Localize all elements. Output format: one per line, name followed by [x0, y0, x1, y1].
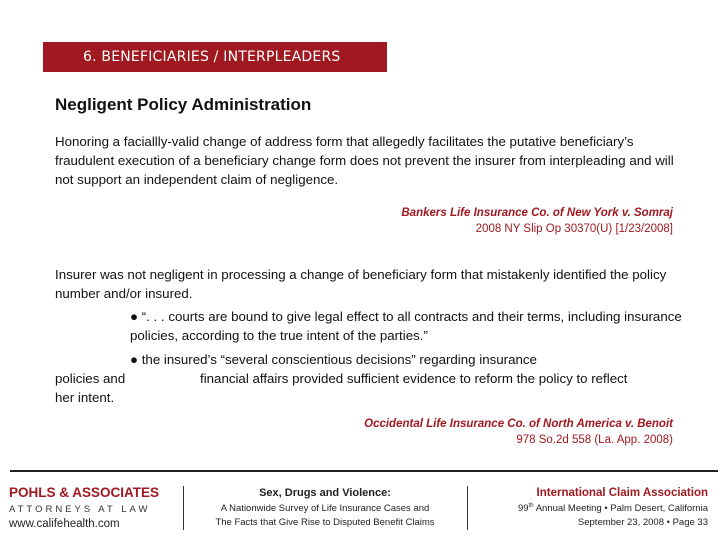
firm-tagline: ATTORNEYS AT LAW — [9, 504, 151, 515]
date-page: September 23, 2008 • Page 33 — [577, 517, 708, 528]
firm-website[interactable]: www.califehealth.com — [9, 518, 120, 530]
citation-1-reference: 2008 NY Slip Op 30370(U) [1/23/2008] — [475, 223, 673, 235]
meeting-text: Annual Meeting • Palm Desert, California — [533, 503, 708, 514]
bullet-2-line-2b: financial affairs provided sufficient evidence to reform the policy to reflect — [200, 371, 628, 386]
footer-rule — [10, 470, 718, 472]
footer-talk — [190, 484, 460, 530]
citation-2 — [364, 416, 673, 448]
bullet-2-line-3: her intent. — [55, 390, 115, 405]
meeting-line — [518, 502, 708, 516]
paragraph-2: Insurer was not negligent in processing a change of beneficiary form that mistakenly identified the policy number and/or insured. — [55, 267, 667, 301]
footer-divider-right — [467, 486, 468, 530]
bullet-2-line-1: ● the insured’s “several conscientious decisions” regarding insurance — [130, 352, 537, 367]
footer-meeting — [518, 484, 708, 530]
talk-subtitle-1: A Nationwide Survey of Life Insurance Cases and — [220, 503, 430, 514]
talk-title: Sex, Drugs and Violence: — [259, 487, 391, 499]
citation-1-case: Bankers Life Insurance Co. of New York v. Somraj — [401, 207, 673, 219]
talk-subtitle-2: The Facts that Give Rise to Disputed Benefit Claims — [215, 517, 435, 528]
meeting-number: 99 — [517, 503, 529, 514]
citation-2-case: Occidental Life Insurance Co. of North America v. Benoit — [364, 418, 673, 430]
meeting-suffix: th — [528, 502, 534, 509]
citation-1 — [401, 205, 673, 237]
bullet-2-line-2a: policies and — [55, 371, 126, 386]
footer-divider-left — [183, 486, 184, 530]
slide-heading: Negligent Policy Administration — [55, 95, 312, 114]
firm-name: POHLS & ASSOCIATES — [9, 485, 160, 500]
org-name: International Claim Association — [536, 487, 708, 499]
section-banner: 6. BENEFICIARIES / INTERPLEADERS — [43, 42, 387, 72]
footer-firm — [9, 484, 159, 531]
paragraph-1: Honoring a faciallly-valid change of address form that allegedly facilitates the putative beneficiary’s fraudulent execution of a beneficiary change form does not prevent the insurer from interpleading and will not support an independent claim of negligence. — [55, 134, 674, 187]
citation-2-reference: 978 So.2d 558 (La. App. 2008) — [516, 434, 673, 446]
bullet-1: ● “. . . courts are bound to give legal effect to all contracts and their terms, including insurance policies, according to the true intent of the parties.” — [130, 309, 682, 343]
